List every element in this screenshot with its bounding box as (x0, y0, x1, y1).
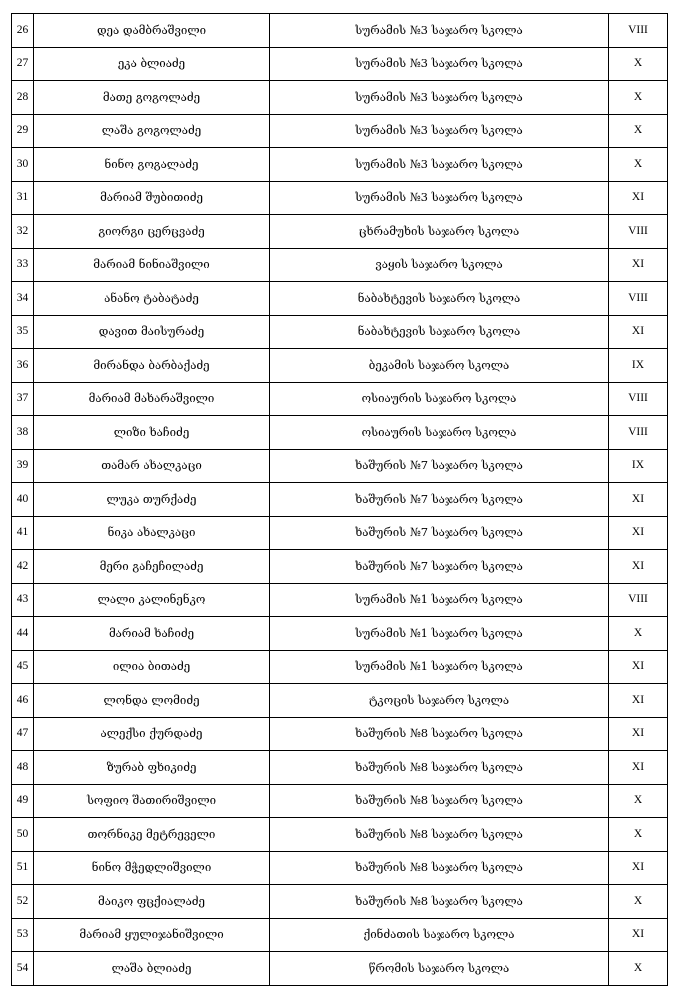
row-number-cell: 46 (12, 684, 34, 718)
table-row (12, 215, 668, 249)
student-name-cell: ზურაბ ფხიკიძე (34, 751, 270, 785)
student-name-cell: მათე გოგოლაძე (34, 81, 270, 115)
student-name-cell: მირანდა ბარბაქაძე (34, 349, 270, 383)
table-row (12, 349, 668, 383)
table-row (12, 851, 668, 885)
grade-cell: VIII (609, 382, 668, 416)
row-number-cell: 32 (12, 215, 34, 249)
row-number-cell: 35 (12, 315, 34, 349)
school-name-cell: ხაშურის №8 საჯარო სკოლა (270, 784, 609, 818)
student-name-cell: მარიამ შუბითიძე (34, 181, 270, 215)
table-row (12, 617, 668, 651)
grade-cell: X (609, 784, 668, 818)
table-row (12, 684, 668, 718)
row-number-cell: 30 (12, 148, 34, 182)
table-row (12, 282, 668, 316)
student-name-cell: მარიამ ნინიაშვილი (34, 248, 270, 282)
school-name-cell: სურამის №3 საჯარო სკოლა (270, 114, 609, 148)
table-row (12, 315, 668, 349)
student-name-cell: დეა დამბრაშვილი (34, 14, 270, 48)
row-number-cell: 34 (12, 282, 34, 316)
table-row (12, 416, 668, 450)
table-row (12, 784, 668, 818)
school-name-cell: ცხრამუხის საჯარო სკოლა (270, 215, 609, 249)
school-name-cell: სურამის №3 საჯარო სკოლა (270, 47, 609, 81)
grade-cell: VIII (609, 215, 668, 249)
row-number-cell: 31 (12, 181, 34, 215)
grade-cell: X (609, 952, 668, 986)
school-name-cell: ოსიაურის საჯარო სკოლა (270, 416, 609, 450)
table-row (12, 81, 668, 115)
school-name-cell: სურამის №3 საჯარო სკოლა (270, 14, 609, 48)
grade-cell: XI (609, 717, 668, 751)
grade-cell: VIII (609, 583, 668, 617)
school-name-cell: ბეკამის საჯარო სკოლა (270, 349, 609, 383)
table-row (12, 382, 668, 416)
row-number-cell: 40 (12, 483, 34, 517)
table-row (12, 918, 668, 952)
student-name-cell: სოფიო შათირიშვილი (34, 784, 270, 818)
row-number-cell: 28 (12, 81, 34, 115)
grade-cell: XI (609, 315, 668, 349)
school-name-cell: ხაშურის №7 საჯარო სკოლა (270, 483, 609, 517)
school-name-cell: ხაშურის №8 საჯარო სკოლა (270, 751, 609, 785)
row-number-cell: 38 (12, 416, 34, 450)
grade-cell: X (609, 617, 668, 651)
student-name-cell: მაიკო ფცქიალაძე (34, 885, 270, 919)
row-number-cell: 27 (12, 47, 34, 81)
grade-cell: VIII (609, 14, 668, 48)
student-name-cell: თორნიკე მეტრეველი (34, 818, 270, 852)
school-name-cell: ხაშურის №8 საჯარო სკოლა (270, 818, 609, 852)
grade-cell: VIII (609, 282, 668, 316)
school-name-cell: ხაშურის №8 საჯარო სკოლა (270, 885, 609, 919)
grade-cell: XI (609, 751, 668, 785)
table-row (12, 14, 668, 48)
student-name-cell: მერი გაჩეჩილაძე (34, 550, 270, 584)
student-name-cell: ეკა ბლიაძე (34, 47, 270, 81)
document-page (11, 13, 668, 986)
grade-cell: XI (609, 550, 668, 584)
student-name-cell: დავით მაისურაძე (34, 315, 270, 349)
grade-cell: X (609, 885, 668, 919)
school-name-cell: სურამის №1 საჯარო სკოლა (270, 583, 609, 617)
grade-cell: X (609, 81, 668, 115)
student-name-cell: გიორგი ცერცვაძე (34, 215, 270, 249)
student-name-cell: ნინო გოგალაძე (34, 148, 270, 182)
student-name-cell: მარიამ მახარაშვილი (34, 382, 270, 416)
row-number-cell: 29 (12, 114, 34, 148)
row-number-cell: 36 (12, 349, 34, 383)
row-number-cell: 42 (12, 550, 34, 584)
grade-cell: X (609, 818, 668, 852)
students-table-body (12, 14, 668, 986)
school-name-cell: სურამის №3 საჯარო სკოლა (270, 81, 609, 115)
table-row (12, 47, 668, 81)
table-row (12, 550, 668, 584)
school-name-cell: სურამის №1 საჯარო სკოლა (270, 650, 609, 684)
student-name-cell: ლიზი ხაჩიძე (34, 416, 270, 450)
school-name-cell: სურამის №3 საჯარო სკოლა (270, 181, 609, 215)
grade-cell: IX (609, 449, 668, 483)
grade-cell: X (609, 114, 668, 148)
row-number-cell: 52 (12, 885, 34, 919)
grade-cell: XI (609, 650, 668, 684)
table-row (12, 516, 668, 550)
student-name-cell: ლაშა გოგოლაძე (34, 114, 270, 148)
row-number-cell: 41 (12, 516, 34, 550)
row-number-cell: 26 (12, 14, 34, 48)
school-name-cell: ხაშურის №8 საჯარო სკოლა (270, 851, 609, 885)
table-row (12, 583, 668, 617)
row-number-cell: 53 (12, 918, 34, 952)
school-name-cell: ოსიაურის საჯარო სკოლა (270, 382, 609, 416)
table-row (12, 483, 668, 517)
school-name-cell: სურამის №3 საჯარო სკოლა (270, 148, 609, 182)
table-row (12, 885, 668, 919)
student-name-cell: ნიკა ახალკაცი (34, 516, 270, 550)
table-row (12, 449, 668, 483)
table-row (12, 114, 668, 148)
school-name-cell: ტკოცის საჯარო სკოლა (270, 684, 609, 718)
student-name-cell: მარიამ ხაჩიძე (34, 617, 270, 651)
grade-cell: XI (609, 248, 668, 282)
table-row (12, 181, 668, 215)
grade-cell: VIII (609, 416, 668, 450)
table-row (12, 248, 668, 282)
school-name-cell: ნაბახტევის საჯარო სკოლა (270, 282, 609, 316)
row-number-cell: 47 (12, 717, 34, 751)
row-number-cell: 54 (12, 952, 34, 986)
student-name-cell: მარიამ ყულიჯანიშვილი (34, 918, 270, 952)
row-number-cell: 48 (12, 751, 34, 785)
school-name-cell: ხაშურის №8 საჯარო სკოლა (270, 717, 609, 751)
row-number-cell: 44 (12, 617, 34, 651)
students-table (11, 13, 668, 986)
school-name-cell: სურამის №1 საჯარო სკოლა (270, 617, 609, 651)
table-row (12, 818, 668, 852)
school-name-cell: ქინძათის საჯარო სკოლა (270, 918, 609, 952)
row-number-cell: 39 (12, 449, 34, 483)
grade-cell: X (609, 47, 668, 81)
table-row (12, 952, 668, 986)
student-name-cell: ლალი კალინენკო (34, 583, 270, 617)
student-name-cell: ალექსი ქურდაძე (34, 717, 270, 751)
row-number-cell: 37 (12, 382, 34, 416)
school-name-cell: ხაშურის №7 საჯარო სკოლა (270, 449, 609, 483)
grade-cell: XI (609, 483, 668, 517)
table-row (12, 751, 668, 785)
table-row (12, 650, 668, 684)
school-name-cell: ნაბახტევის საჯარო სკოლა (270, 315, 609, 349)
school-name-cell: ვაყის საჯარო სკოლა (270, 248, 609, 282)
school-name-cell: წრომის საჯარო სკოლა (270, 952, 609, 986)
grade-cell: XI (609, 516, 668, 550)
student-name-cell: ანანო ტაბატაძე (34, 282, 270, 316)
row-number-cell: 51 (12, 851, 34, 885)
student-name-cell: თამარ ახალკაცი (34, 449, 270, 483)
row-number-cell: 50 (12, 818, 34, 852)
student-name-cell: ნინო მჭედლიშვილი (34, 851, 270, 885)
row-number-cell: 49 (12, 784, 34, 818)
row-number-cell: 43 (12, 583, 34, 617)
grade-cell: X (609, 148, 668, 182)
student-name-cell: ლუკა თურქაძე (34, 483, 270, 517)
table-row (12, 717, 668, 751)
grade-cell: XI (609, 684, 668, 718)
school-name-cell: ხაშურის №7 საჯარო სკოლა (270, 550, 609, 584)
row-number-cell: 45 (12, 650, 34, 684)
table-row (12, 148, 668, 182)
grade-cell: XI (609, 181, 668, 215)
grade-cell: IX (609, 349, 668, 383)
student-name-cell: ილია ბითაძე (34, 650, 270, 684)
row-number-cell: 33 (12, 248, 34, 282)
student-name-cell: ლაშა ბლიაძე (34, 952, 270, 986)
grade-cell: XI (609, 918, 668, 952)
school-name-cell: ხაშურის №7 საჯარო სკოლა (270, 516, 609, 550)
grade-cell: XI (609, 851, 668, 885)
student-name-cell: ლონდა ლომიძე (34, 684, 270, 718)
